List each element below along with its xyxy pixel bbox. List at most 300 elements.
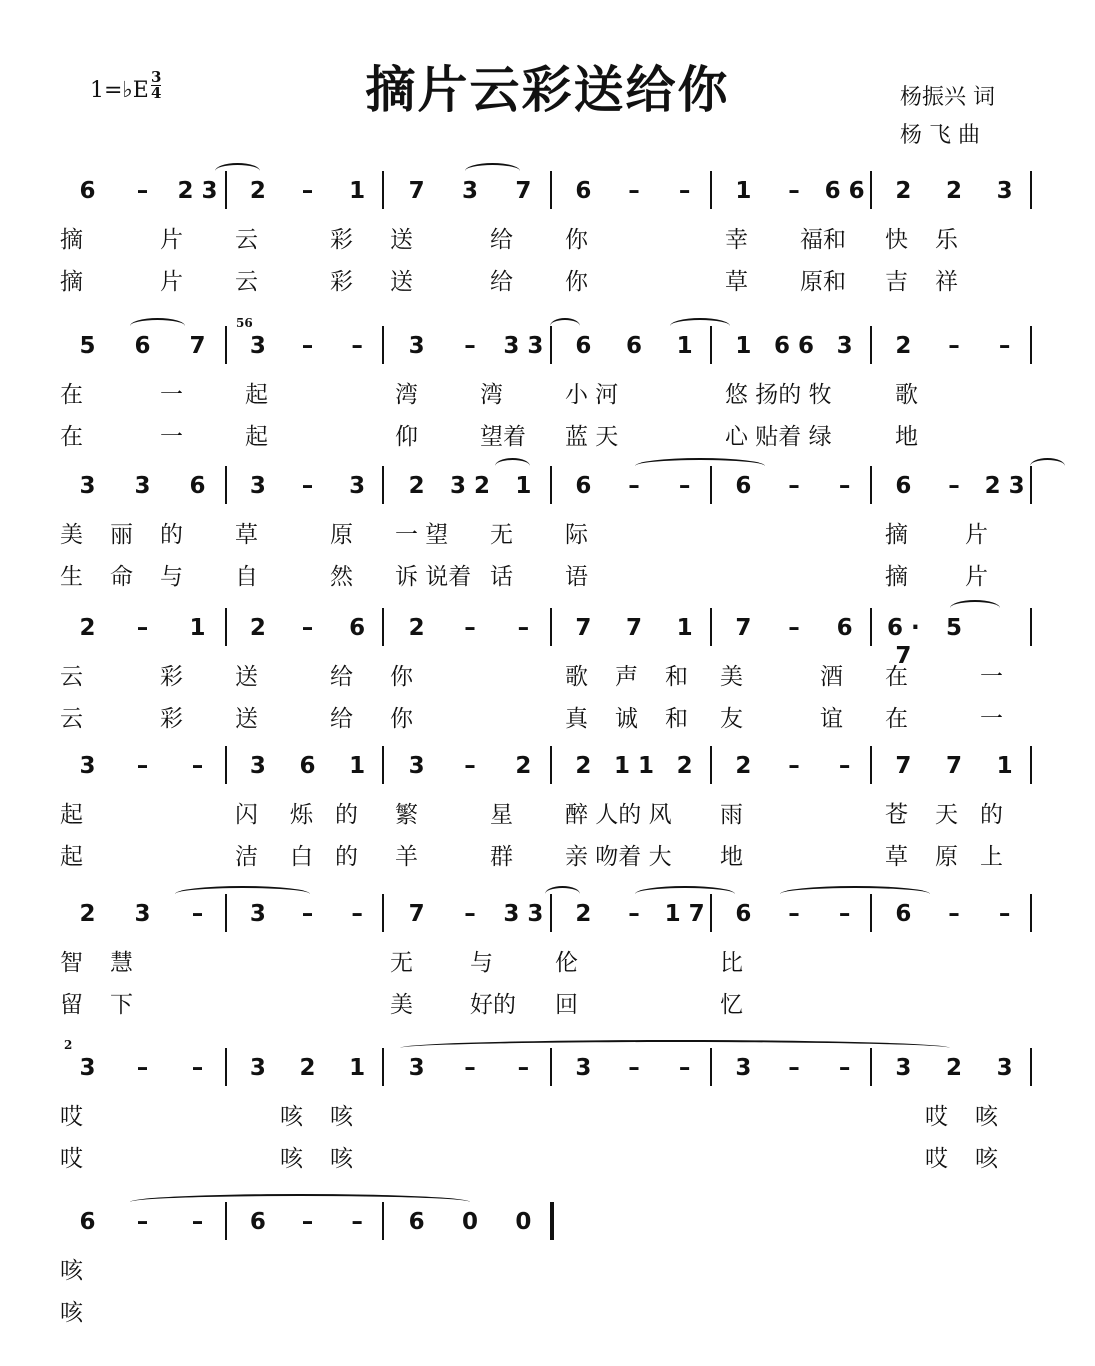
dash-extension: – [464, 333, 476, 359]
lyric-word: 咳 [975, 1146, 998, 1172]
jianpu-note: 3 [408, 753, 425, 779]
lyrics-verse-1 [60, 798, 1040, 832]
jianpu-note: 3 [134, 901, 151, 927]
lyrics-verse-1 [60, 223, 1040, 257]
barline [1030, 171, 1032, 209]
slur-mark [1030, 458, 1065, 474]
lyric-word: 片 [160, 227, 183, 253]
slur-mark [495, 458, 530, 474]
lyric-word: 留 [60, 992, 83, 1018]
lyric-word: 祥 [935, 269, 958, 295]
lyric-word: 彩 [160, 706, 183, 732]
lyric-word: 摘 [60, 269, 83, 295]
lyrics-verse-1 [60, 946, 1040, 980]
lyric-word: 比 [720, 950, 743, 976]
dash-extension: – [136, 615, 149, 641]
melody-line [60, 898, 1040, 938]
slur-mark [670, 318, 730, 334]
jianpu-note: 3 [79, 473, 96, 499]
dash-extension: – [788, 901, 800, 927]
jianpu-note: 3 [79, 753, 96, 779]
jianpu-note: 2 [515, 753, 532, 779]
jianpu-note: 6 [575, 333, 592, 359]
barline [1030, 1048, 1032, 1086]
lyric-word: 仰 [395, 424, 418, 450]
slur-mark [950, 600, 1000, 616]
jianpu-note: 6 [408, 1209, 425, 1235]
jianpu-note: 3 [575, 1055, 592, 1081]
lyric-word: 真 [565, 706, 588, 732]
dash-extension: – [948, 901, 960, 927]
barline [710, 608, 712, 646]
lyric-word: 起 [60, 844, 83, 870]
lyric-word: 你 [565, 227, 588, 253]
barline [550, 746, 552, 784]
lyric-word: 命 [110, 564, 133, 590]
jianpu-note: 6 [895, 901, 912, 927]
dash-extension: – [351, 1209, 363, 1235]
lyric-word: 原 [330, 522, 353, 548]
lyric-word: 的 [980, 802, 1003, 828]
barline [710, 171, 712, 209]
lyric-word: 咳 [280, 1104, 303, 1130]
dash-extension: – [464, 615, 476, 641]
lyric-word: 闪 [235, 802, 258, 828]
jianpu-note: 7 [515, 178, 532, 204]
lyrics-verse-2 [60, 1142, 1040, 1176]
lyrics-verse-1 [60, 1254, 1040, 1288]
jianpu-note: 7 [625, 615, 642, 641]
dash-extension: – [628, 1055, 640, 1081]
lyrics-verse-1 [60, 518, 1040, 552]
jianpu-note: 2 3 [984, 473, 1025, 499]
lyric-word: 片 [160, 269, 183, 295]
jianpu-note: 5 [79, 333, 96, 359]
lyricist-credit: 杨振兴 词 [900, 85, 995, 110]
barline [1030, 608, 1032, 646]
lyric-word: 摘 [60, 227, 83, 253]
barline [382, 746, 384, 784]
lyric-word: 咳 [330, 1146, 353, 1172]
lyrics-verse-2 [60, 265, 1040, 299]
barline [382, 608, 384, 646]
lyric-word: 片 [965, 564, 988, 590]
jianpu-note: 6 [249, 1209, 266, 1235]
lyric-word: 起 [60, 802, 83, 828]
dash-extension: – [301, 1209, 314, 1235]
lyric-word: 上 [980, 844, 1003, 870]
lyric-word: 生 [60, 564, 83, 590]
jianpu-note: 3 [895, 1055, 912, 1081]
barline [382, 894, 384, 932]
jianpu-note: 6 [836, 615, 853, 641]
slur-mark [215, 163, 260, 179]
lyric-word: 草 [235, 522, 258, 548]
jianpu-note: 6 [735, 901, 752, 927]
lyric-word: 哎 [925, 1146, 948, 1172]
jianpu-note: 6 [189, 473, 206, 499]
dash-extension: – [301, 178, 314, 204]
barline [1030, 746, 1032, 784]
key-signature: 1=♭E [90, 78, 149, 103]
grace-note: 56 [236, 316, 253, 330]
barline [550, 608, 552, 646]
lyric-word: 和 [665, 664, 688, 690]
lyric-word: 丽 [110, 522, 133, 548]
dash-extension: – [191, 901, 204, 927]
jianpu-note: 3 [249, 333, 266, 359]
lyric-word: 吉 [885, 269, 908, 295]
lyric-word: 给 [490, 227, 513, 253]
jianpu-note: 3 [461, 178, 478, 204]
jianpu-note: 2 [299, 1055, 316, 1081]
lyric-word: 无 [390, 950, 413, 976]
jianpu-note: 3 [408, 1055, 425, 1081]
lyric-word: 的 [160, 522, 183, 548]
jianpu-note: 1 1 [613, 753, 654, 779]
barline [382, 326, 384, 364]
lyric-word: 伦 [555, 950, 578, 976]
jianpu-note: 3 [249, 473, 266, 499]
lyric-word: 片 [965, 522, 988, 548]
jianpu-note: 1 [349, 753, 366, 779]
barline [870, 326, 872, 364]
jianpu-note: 6 [575, 473, 592, 499]
dash-extension: – [351, 901, 363, 927]
melody-line [60, 330, 1040, 370]
lyrics-verse-2 [60, 420, 1040, 454]
dash-extension: – [136, 1209, 149, 1235]
lyric-word: 起 [245, 382, 268, 408]
dash-extension: – [464, 753, 476, 779]
dash-extension: – [628, 473, 640, 499]
dash-extension: – [301, 615, 314, 641]
dash-extension: – [628, 178, 640, 204]
song-title: 摘片云彩送给你 [365, 61, 730, 119]
barline [550, 466, 552, 504]
lyric-word: 友 [720, 706, 743, 732]
jianpu-note: 1 [189, 615, 206, 641]
lyric-word: 幸 [725, 227, 748, 253]
lyric-word: 在 [60, 382, 83, 408]
jianpu-note: 7 [945, 753, 962, 779]
dash-extension: – [191, 753, 204, 779]
dash-extension: – [788, 753, 800, 779]
dash-extension: – [517, 615, 530, 641]
lyrics-verse-2 [60, 560, 1040, 594]
lyric-word: 羊 [395, 844, 418, 870]
lyric-word: 摘 [885, 522, 908, 548]
dash-extension: – [948, 473, 960, 499]
barline [225, 326, 227, 364]
jianpu-note: 1 [349, 1055, 366, 1081]
slur-mark [635, 458, 765, 474]
lyric-word: 智 [60, 950, 83, 976]
jianpu-note: 2 [895, 178, 912, 204]
jianpu-note: 2 [408, 473, 425, 499]
dash-extension: – [788, 178, 800, 204]
jianpu-note: 6 [575, 178, 592, 204]
lyric-word: 声 [615, 664, 638, 690]
barline [870, 746, 872, 784]
lyric-word: 醉 人的 风 [565, 802, 672, 828]
jianpu-note: 3 [249, 901, 266, 927]
jianpu-note: 1 [349, 178, 366, 204]
dash-extension: – [301, 901, 314, 927]
time-signature: $\frac{3}{4}$ [151, 68, 162, 102]
jianpu-note: 6 [625, 333, 642, 359]
lyric-word: 咳 [330, 1104, 353, 1130]
dash-extension: – [998, 333, 1011, 359]
barline [225, 466, 227, 504]
slur-mark [780, 886, 930, 902]
lyric-word: 送 [390, 227, 413, 253]
jianpu-note: 1 [735, 178, 752, 204]
jianpu-note: 3 [735, 1055, 752, 1081]
jianpu-note: 6 [895, 473, 912, 499]
lyric-word: 回 [555, 992, 578, 1018]
dash-extension: – [464, 1055, 476, 1081]
dash-extension: – [838, 753, 851, 779]
dash-extension: – [301, 473, 314, 499]
melody-line [60, 175, 1040, 215]
lyric-word: 悠 扬的 牧 [725, 382, 832, 408]
lyric-word: 起 [245, 424, 268, 450]
lyric-word: 云 [60, 706, 83, 732]
jianpu-note: 6 6 [824, 178, 865, 204]
jianpu-note: 5 [945, 615, 962, 641]
lyric-word: 送 [235, 706, 258, 732]
lyric-word: 烁 [290, 802, 313, 828]
lyric-word: 原和 [800, 269, 846, 295]
lyric-word: 歌 [895, 382, 918, 408]
lyrics-verse-1 [60, 660, 1040, 694]
jianpu-note: 3 [349, 473, 366, 499]
dash-extension: – [517, 1055, 530, 1081]
lyric-word: 地 [720, 844, 743, 870]
lyric-word: 天 [935, 802, 958, 828]
lyric-word: 下 [110, 992, 133, 1018]
lyric-word: 的 [335, 802, 358, 828]
jianpu-note: 2 [945, 178, 962, 204]
barline [225, 1048, 227, 1086]
dash-extension: – [678, 178, 691, 204]
lyric-word: 然 [330, 564, 353, 590]
lyric-word: 彩 [330, 269, 353, 295]
lyrics-verse-1 [60, 378, 1040, 412]
dash-extension: – [136, 178, 149, 204]
score-system [60, 1052, 1040, 1212]
lyric-word: 云 [60, 664, 83, 690]
dash-extension: – [998, 901, 1011, 927]
jianpu-note: 1 [676, 333, 693, 359]
lyric-word: 洁 [235, 844, 258, 870]
score-system [60, 175, 1040, 335]
jianpu-note: 3 [836, 333, 853, 359]
barline [870, 466, 872, 504]
lyric-word: 你 [390, 706, 413, 732]
lyric-word: 雨 [720, 802, 743, 828]
slur-mark [400, 1040, 950, 1056]
dash-extension: – [948, 333, 960, 359]
lyric-word: 繁 [395, 802, 418, 828]
final-barline [550, 1202, 554, 1240]
barline [225, 746, 227, 784]
lyric-word: 亲 吻着 大 [565, 844, 672, 870]
lyric-word: 望着 [480, 424, 526, 450]
jianpu-note: 2 [575, 753, 592, 779]
slur-mark [175, 886, 310, 902]
lyric-word: 原 [935, 844, 958, 870]
lyrics-verse-1 [60, 1100, 1040, 1134]
lyric-word: 哎 [60, 1104, 83, 1130]
dash-extension: – [301, 333, 314, 359]
melody-line [60, 470, 1040, 510]
jianpu-note: 3 [249, 1055, 266, 1081]
melody-line [60, 750, 1040, 790]
melody-line [60, 1206, 1040, 1246]
lyric-word: 的 [335, 844, 358, 870]
lyrics-verse-2 [60, 988, 1040, 1022]
lyric-word: 咳 [60, 1300, 83, 1326]
lyric-word: 咳 [60, 1258, 83, 1284]
jianpu-note: 0 [515, 1209, 532, 1235]
score-system [60, 898, 1040, 1058]
barline [382, 466, 384, 504]
jianpu-note: 3 [134, 473, 151, 499]
lyric-word: 和 [665, 706, 688, 732]
jianpu-note: 7 [735, 615, 752, 641]
dash-extension: – [351, 333, 363, 359]
lyrics-verse-2 [60, 1296, 1040, 1330]
jianpu-note: 1 7 [664, 901, 705, 927]
dash-extension: – [788, 473, 800, 499]
lyric-word: 一 望 [395, 522, 449, 548]
score-system [60, 750, 1040, 910]
lyric-word: 在 [60, 424, 83, 450]
lyric-word: 地 [895, 424, 918, 450]
lyric-word: 星 [490, 802, 513, 828]
lyric-word: 云 [235, 227, 258, 253]
jianpu-note: 7 [189, 333, 206, 359]
lyric-word: 蓝 天 [565, 424, 619, 450]
lyric-word: 给 [330, 664, 353, 690]
lyric-word: 快 [885, 227, 908, 253]
score-system [60, 470, 1040, 630]
slur-mark [130, 318, 185, 334]
jianpu-note: 6 [735, 473, 752, 499]
jianpu-note: 6 [299, 753, 316, 779]
jianpu-note: 2 [408, 615, 425, 641]
lyric-word: 你 [390, 664, 413, 690]
jianpu-note: 3 [79, 1055, 96, 1081]
lyric-word: 苍 [885, 802, 908, 828]
lyric-word: 群 [490, 844, 513, 870]
dash-extension: – [678, 1055, 691, 1081]
dash-extension: – [628, 901, 640, 927]
grace-note: 2 [64, 1038, 73, 1052]
barline [710, 746, 712, 784]
jianpu-note: 7 [575, 615, 592, 641]
dash-extension: – [191, 1209, 204, 1235]
lyric-word: 草 [725, 269, 748, 295]
lyric-word: 草 [885, 844, 908, 870]
lyric-word: 小 河 [565, 382, 619, 408]
jianpu-note: 2 [249, 178, 266, 204]
dash-extension: – [136, 753, 149, 779]
slur-mark [545, 886, 580, 902]
lyric-word: 一 [980, 664, 1003, 690]
jianpu-note: 6 [349, 615, 366, 641]
dash-extension: – [678, 473, 691, 499]
lyric-word: 无 [490, 522, 513, 548]
lyric-word: 自 [235, 564, 258, 590]
lyric-word: 美 [390, 992, 413, 1018]
lyric-word: 在 [885, 664, 908, 690]
lyric-word: 送 [390, 269, 413, 295]
jianpu-note: 6 [79, 178, 96, 204]
lyric-word: 哎 [925, 1104, 948, 1130]
jianpu-note: 2 [735, 753, 752, 779]
slur-mark [130, 1194, 470, 1210]
melody-line [60, 612, 1040, 669]
jianpu-note: 3 2 [449, 473, 490, 499]
dash-extension: – [191, 1055, 204, 1081]
jianpu-note: 3 [996, 1055, 1013, 1081]
lyric-word: 话 [490, 564, 513, 590]
barline [1030, 326, 1032, 364]
lyric-word: 你 [565, 269, 588, 295]
jianpu-note: 1 [735, 333, 752, 359]
lyric-word: 乐 [935, 227, 958, 253]
lyric-word: 摘 [885, 564, 908, 590]
lyric-word: 语 [565, 564, 588, 590]
jianpu-note: 1 [996, 753, 1013, 779]
score-system [60, 1206, 1040, 1366]
jianpu-note: 2 [945, 1055, 962, 1081]
melody-line [60, 1052, 1040, 1092]
lyric-word: 与 [470, 950, 493, 976]
barline [382, 1048, 384, 1086]
lyric-word: 福和 [800, 227, 846, 253]
lyric-word: 湾 [480, 382, 503, 408]
jianpu-note: 2 [895, 333, 912, 359]
lyric-word: 湾 [395, 382, 418, 408]
jianpu-note: 3 [996, 178, 1013, 204]
lyric-word: 慧 [110, 950, 133, 976]
lyric-word: 美 [720, 664, 743, 690]
jianpu-note: 3 3 [503, 333, 544, 359]
jianpu-note: 1 [676, 615, 693, 641]
barline [550, 171, 552, 209]
lyric-word: 送 [235, 664, 258, 690]
barline [225, 608, 227, 646]
slur-mark [465, 163, 520, 179]
jianpu-note: 3 [249, 753, 266, 779]
lyric-word: 咳 [975, 1104, 998, 1130]
lyric-word: 好的 [470, 992, 516, 1018]
dash-extension: – [136, 1055, 149, 1081]
jianpu-note: 6 [134, 333, 151, 359]
jianpu-note: 1 [515, 473, 532, 499]
lyric-word: 咳 [280, 1146, 303, 1172]
dash-extension: – [838, 473, 851, 499]
jianpu-note: 6 6 [773, 333, 814, 359]
lyric-word: 彩 [330, 227, 353, 253]
dash-extension: – [838, 1055, 851, 1081]
jianpu-note: 2 [575, 901, 592, 927]
lyric-word: 一 [160, 424, 183, 450]
